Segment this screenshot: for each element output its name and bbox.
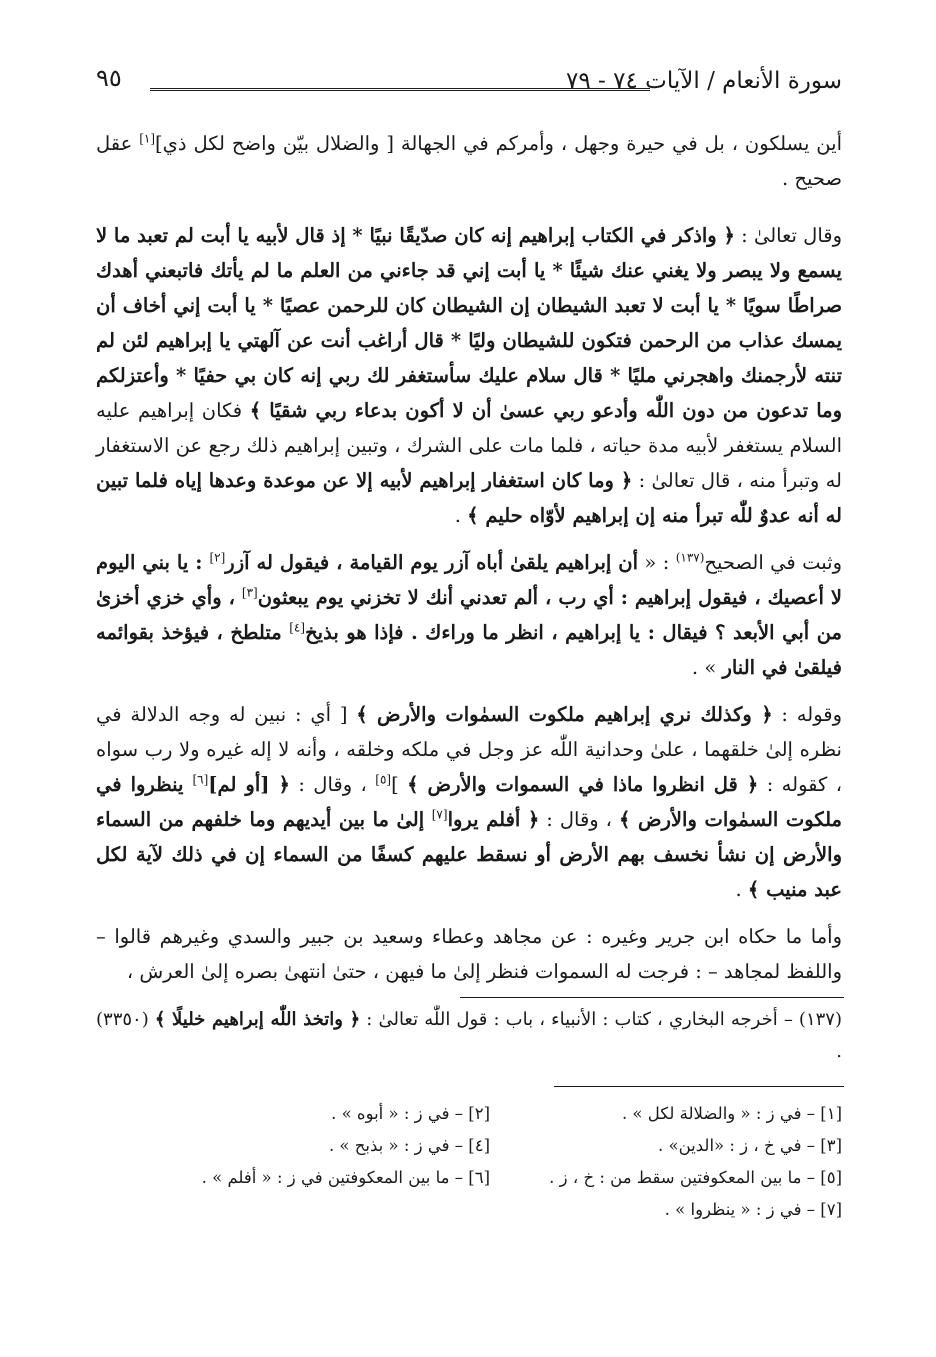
variant-ref-2: [٢] (209, 550, 226, 565)
footnote-separator (460, 997, 844, 998)
variant-note: [٣] – في خ ، ز : «الدين» . (658, 1136, 842, 1155)
manuscript-variants (96, 1098, 842, 1226)
paragraph-5-text: وأما ما حكاه ابن جرير وغيره : عن مجاهد وعطاء وسعيد بن جبير والسدي وغيرهم قالوا – واللفظ لمجاهد – : فرجت له السموات فنظر إلىٰ ما فيهن ، حتىٰ انتهىٰ بصره إلىٰ العرش ، (96, 925, 842, 983)
quran-quote-araf-end: ينظروا في ملكوت السمٰوات والأرض ﴾ (96, 773, 843, 831)
surah-title: سورة الأنعام / الآيات ٧٤ - ٧٩ (566, 68, 842, 94)
paragraph-3-end: » . (691, 656, 723, 679)
variant-note: [٤] – في ز : « بذبح » . (328, 1136, 490, 1155)
footnote-137-hadith-number: (٣٣٥٠) . (96, 1009, 842, 1062)
variant-row (96, 1194, 842, 1226)
paragraph-4-and-said-1: ، وقال : (289, 773, 376, 796)
paragraph-2-intro: وقال تعالىٰ : (734, 224, 843, 247)
quran-quote-saba-end: إلىٰ ما بين أيديهم وما خلفهم من السماء والأرض إن نشأ نخسف بهم الأرض أو نسقط عليهم كسفًا من السماء إن في ذلك لآية لكل عبد منيب ﴾ (96, 808, 842, 901)
variant-ref-5: [٥] (375, 772, 392, 787)
paragraph-3 (96, 545, 842, 685)
variant-row (96, 1130, 842, 1162)
variant-ref-4: [٤] (289, 620, 306, 635)
variant-note: [٢] – في ز : « أبوه » . (331, 1104, 490, 1123)
hadith-text-4: متلطخ ، فيؤخذ بقوائمه فيلقىٰ في النار (96, 621, 842, 679)
paragraph-5 (96, 919, 842, 989)
paragraph-3-intro: وثبت في الصحيح (704, 551, 842, 574)
paragraph-3-quote-open: : « (638, 551, 676, 574)
variant-row (96, 1162, 842, 1194)
footnote-137 (96, 1004, 842, 1068)
quran-quote-anam: ﴿ وكذلك نري إبراهيم ملكوت السمٰوات والأرض ﴾ (356, 703, 773, 726)
quran-quote-tawbah: ﴿ وما كان استغفار إبراهيم لأبيه إلا عن موعدة وعدها إياه فلما تبين له أنه عدوٌ للّٰه تبرأ منه إن إبراهيم لأوّاه حليم ﴾ (96, 469, 842, 527)
variant-note: [٦] – ما بين المعكوفتين في ز : « أفلم » . (201, 1168, 490, 1187)
variant-ref-1: [١] (139, 131, 156, 146)
quran-quote-maryam: ﴿ واذكر في الكتاب إبراهيم إنه كان صدّيقًا نبيًا * إذ قال لأبيه يا أبت لم تعبد ما لا يسمع ولا يبصر ولا يغني عنك شيئًا * يا أبت إني قد جاءني من العلم ما لم يأتك فاتبعني أهدك صراطًا سويًا * يا أبت لا تعبد الشيطان إن الشيطان كان للرحمن عصيًا * يا أبت إني أخاف أن يمسك عذاب من الرحمن فتكون للشيطان وليًا * قال أراغب أنت عن آلهتي يا إبراهيم لئن لم تنته لأرجمنك واهجرني مليًا * قال سلام عليك سأستغفر لك ربي إنه كان بي حفيًا * وأعتزلكم وما تدعون من دون اللّٰه وأدعو ربي عسىٰ أن لا أكون بدعاء ربي شقيًا ﴾ (96, 224, 843, 422)
variant-ref-6: [٦] (192, 772, 209, 787)
paragraph-4-intro: وقوله : (772, 703, 843, 726)
quran-quote-araf-start: ﴿ [أو لم] (208, 773, 290, 796)
paragraph-1-text-end: عقل صحيح . (96, 132, 842, 190)
paragraph-1 (96, 126, 842, 196)
body-text (96, 126, 842, 1001)
hadith-text-3: ، وأي خزي أخزىٰ من أبي الأبعد ؟ فيقال : يا إبراهيم ، انظر ما وراءك . فإذا هو بذيخ (96, 586, 842, 644)
quran-quote-yunus: ﴿ قل انظروا ماذا في السموات والأرض ﴾ (407, 773, 759, 796)
footnote-137-text: (١٣٧) – أخرجه البخاري ، كتاب : الأنبياء ، باب : قول اللّٰه تعالىٰ : (360, 1009, 842, 1030)
variants-separator (554, 1086, 844, 1087)
page-header (96, 62, 842, 112)
paragraph-1-text: أين يسلكون ، بل في حيرة وجهل ، وأمركم في الجهالة [ والضلال بيّن واضح لكل ذي] (155, 132, 842, 155)
variant-note: [٧] – في ز : « ينظروا » . (664, 1200, 842, 1219)
paragraph-4-bracket-close: ] (391, 773, 408, 796)
variant-ref-7: [٧] (431, 807, 448, 822)
paragraph-2 (96, 218, 842, 533)
paragraph-4-commentary: [ أي : نبين له وجه الدلالة في نظره إلىٰ خلقهما ، علىٰ وحدانية اللّٰه عز وجل في ملكه وخلقه ، وأنه لا إله غيره ولا رب سواه ، كقوله : (96, 703, 842, 796)
variant-ref-3: [٣] (241, 585, 258, 600)
paragraph-4 (96, 697, 842, 907)
page-number: ٩٥ (96, 64, 122, 92)
hadith-text-1: أن إبراهيم يلقىٰ أباه آزر يوم القيامة ، فيقول له آزر (225, 551, 639, 574)
paragraph-2-end: . (454, 504, 468, 527)
variant-note: [٥] – ما بين المعكوفتين سقط من : خ ، ز . (549, 1168, 842, 1187)
variant-row (96, 1098, 842, 1130)
quran-quote-saba-start: ﴿ أفلم يروا (447, 808, 540, 831)
variant-note: [١] – في ز : « والضلالة لكل » . (621, 1104, 842, 1123)
paragraph-4-end: . (735, 878, 748, 901)
footnote-quran-quote: ﴿ واتخذ اللّٰه إبراهيم خليلًا ﴾ (154, 1009, 361, 1030)
paragraph-2-commentary: فكان إبراهيم عليه السلام يستغفر لأبيه مدة حياته ، فلما مات على الشرك ، وتبين إبراهيم ذلك رجع عن الاستغفار له وتبرأ منه ، قال تعالىٰ : (96, 399, 842, 492)
footnote-ref-137: (١٣٧) (675, 550, 705, 565)
paragraph-4-and-said-2: ، وقال : (539, 808, 619, 831)
hadith-text-2: : يا بني اليوم لا أعصيك ، فيقول إبراهيم : أي رب ، ألم تعدني أنك لا تخزني يوم يبعثون (96, 551, 842, 609)
